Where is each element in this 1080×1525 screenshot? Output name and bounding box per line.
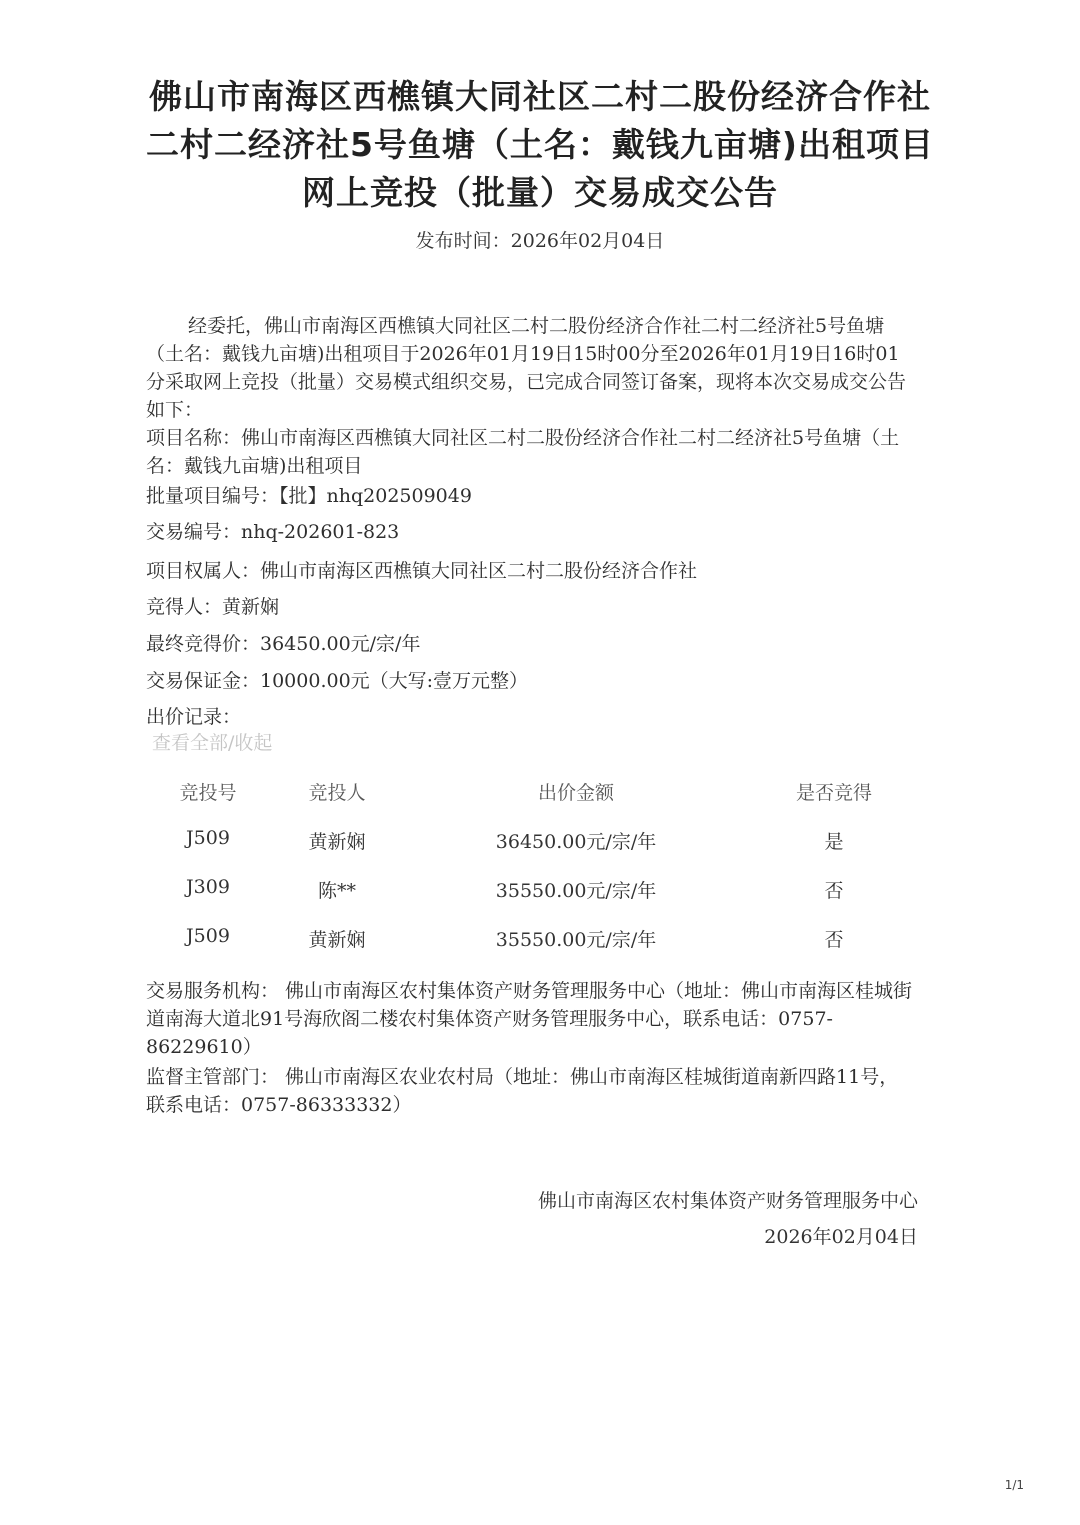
signature-org: 佛山市南海区农村集体资产财务管理服务中心: [537, 1190, 918, 1212]
bid-table-header: [146, 770, 916, 819]
field-bid-record-label: 出价记录：: [146, 706, 242, 728]
is-winner: 是: [824, 831, 844, 853]
toggle-all-link[interactable]: 查看全部/收起: [152, 732, 273, 754]
table-row: [146, 868, 916, 917]
field-final-price: 最终竞得价：36450.00元/宗/年: [146, 633, 421, 655]
document-title-line-1: 佛山市南海区西樵镇大同社区二村二股份经济合作社: [149, 77, 931, 116]
field-owner: 项目权属人：佛山市南海区西樵镇大同社区二村二股份经济合作社: [146, 560, 698, 582]
header-is-winner: 是否竞得: [795, 782, 872, 804]
signature-date: 2026年02月04日: [764, 1226, 918, 1248]
bid-no: J509: [186, 925, 230, 947]
header-bid-no: 竞投号: [179, 782, 237, 804]
header-bidder: 竞投人: [308, 782, 366, 804]
page-number: 1/1: [1004, 1478, 1024, 1492]
service-org: 交易服务机构： 佛山市南海区农村集体资产财务管理服务中心（地址：佛山市南海区桂城街道南海大道北91号海欣阁二楼农村集体资产财务管理服务中心，联系电话：0757-86229610）: [146, 980, 913, 1058]
document-title-line-2: 二村二经济社5号鱼塘（土名：戴钱九亩塘)出租项目: [145, 125, 935, 164]
bid-amount: 35550.00元/宗/年: [495, 880, 657, 902]
field-winner: 竞得人：黄新娴: [146, 596, 280, 618]
field-project-name: 项目名称：佛山市南海区西樵镇大同社区二村二股份经济合作社二村二经济社5号鱼塘（土名：戴钱九亩塘)出租项目: [146, 427, 900, 477]
field-batch-no: 批量项目编号：【批】nhq202509049: [146, 485, 472, 507]
bid-amount: 36450.00元/宗/年: [495, 831, 657, 853]
bid-no: J309: [186, 876, 230, 898]
table-row: [146, 917, 916, 966]
bid-table: [146, 770, 916, 966]
bidder: 黄新娴: [308, 831, 366, 853]
header-bid-amount: 出价金额: [537, 782, 614, 804]
intro-paragraph: 经委托，佛山市南海区西樵镇大同社区二村二股份经济合作社二村二经济社5号鱼塘（土名：戴钱九亩塘)出租项目于2026年01月19日15时00分至2026年01月19日16时01分采取网上竞投（批量）交易模式组织交易，已完成合同签订备案，现将本次交易成交公告如下：: [146, 315, 907, 421]
document-title-line-3: 网上竞投（批量）交易成交公告: [302, 173, 778, 212]
bid-no: J509: [186, 827, 230, 849]
bidder: 陈**: [317, 880, 356, 902]
is-winner: 否: [824, 929, 844, 951]
field-trade-no: 交易编号：nhq-202601-823: [146, 521, 400, 543]
is-winner: 否: [824, 880, 844, 902]
supervisor-dept: 监督主管部门： 佛山市南海区农业农村局（地址：佛山市南海区桂城街道南新四路11号，联系电话：0757-86333332）: [146, 1066, 899, 1116]
field-deposit: 交易保证金：10000.00元（大写:壹万元整）: [146, 670, 529, 692]
table-row: [146, 819, 916, 868]
bidder: 黄新娴: [308, 929, 366, 951]
bid-amount: 35550.00元/宗/年: [495, 929, 657, 951]
publish-time: 发布时间：2026年02月04日: [415, 230, 665, 252]
